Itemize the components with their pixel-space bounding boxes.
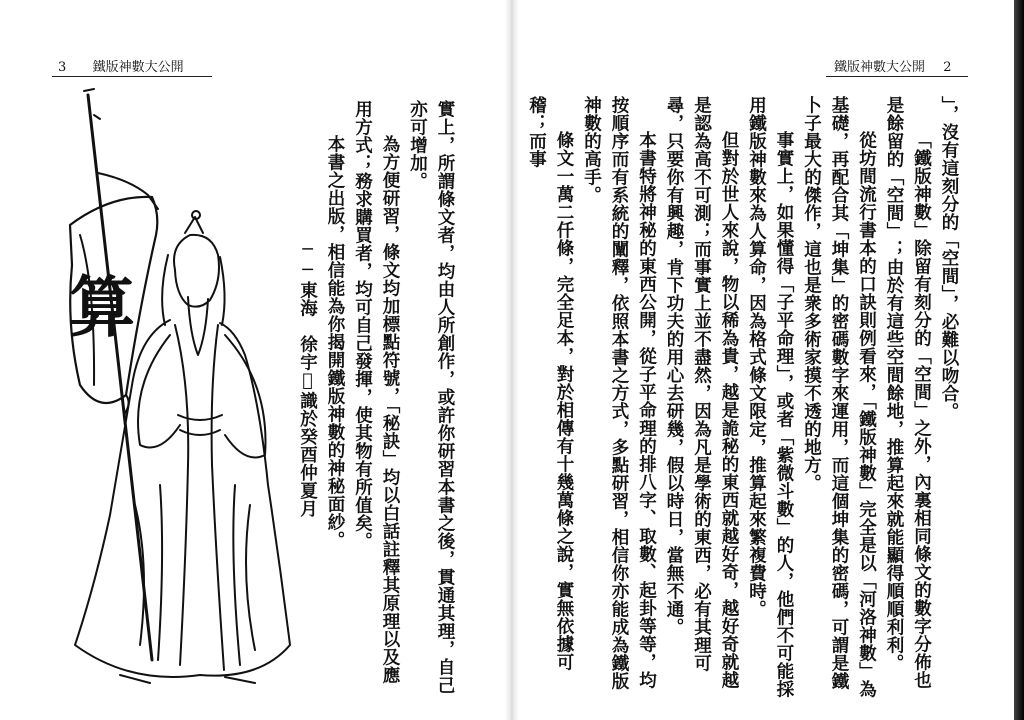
left-paragraph: 本書之出版，相信能為你揭開鐵版神數的神秘面紗。 [325,135,345,549]
sage-illustration [40,85,300,705]
banner-glyph: 算 [69,268,135,346]
signature-line: ──東海 徐宇𫚷識於癸酉仲夏月 [297,240,318,518]
left-page-header [58,58,184,78]
right-page [516,0,1024,720]
left-page [0,0,508,720]
right-paragraph: 本書特將神秘的東西公開，從子平命理的排八字、取數、起卦等等，均按順序而有系統的闡釋，依照本書之方式，多點研習，相信你亦能成為鐵版神數的高手。 [581,96,657,690]
right-paragraph: 從坊間流行書本的口訣則例看來，「鐵版神數」完全是以「河洛神數」為基礎，再配合其「坤集」的密碼數字來運用，而這個坤集的密碼，可謂是鐵卜子最大的傑作，這也是衆多術家摸不透的地方。 [801,96,877,699]
right-page-number: 2 [943,60,952,75]
right-paragraph: 條文一萬二仟條，完全足本，對於相傳有十幾萬條之說，實無依據可稽；而事 [526,96,574,671]
right-header-title: 鐵版神數大公開 [834,60,926,75]
left-paragraph: 為方便研習，條文均加標點符號，「秘訣」均以白話註釋其原理以及應用方式；務求購買者，均可自己發揮，使其物有所值矣。 [352,100,400,685]
right-page-header [834,58,952,78]
left-header-rule [52,76,212,77]
left-header-title: 鐵版神數大公開 [92,60,184,75]
left-page-body [293,100,458,700]
right-page-body [522,96,962,704]
right-header-rule [826,76,968,77]
scan-edge-shadow [1014,0,1024,720]
right-paragraph: 但對於世人來說，物以稀為貴，越是詭秘的東西就越好奇，越好奇就越是認為高不可測；而事實上並不盡然，因為凡是學術的東西，必有其理可尋，只要你有興趣，肯下功夫的用心去研幾，假以時日，當無不通。 [664,96,739,689]
right-paragraph: 事實上，如果懂得「子平命理」，或者「紫微斗數」的人，他們不可能採用鐵版神數來為人算命，因為格式條文限定，推算起來繁複費時。 [746,96,794,699]
right-paragraph: 「鐵版神數」除留有刻分的「空間」之外，內裏相同條文的數字分佈也是餘留的「空間」；由於有這些空間餘地，推算起來就能顯得順順利利。 [884,96,932,689]
left-paragraph: 實上，所謂條文者，均由人所創作，或許你研習本書之後，貫通其理，自己亦可增加。 [407,100,455,694]
left-page-number: 3 [58,60,67,75]
right-paragraph: 」，沒有這刻分的「空間」，必難以吻合。 [939,96,959,421]
